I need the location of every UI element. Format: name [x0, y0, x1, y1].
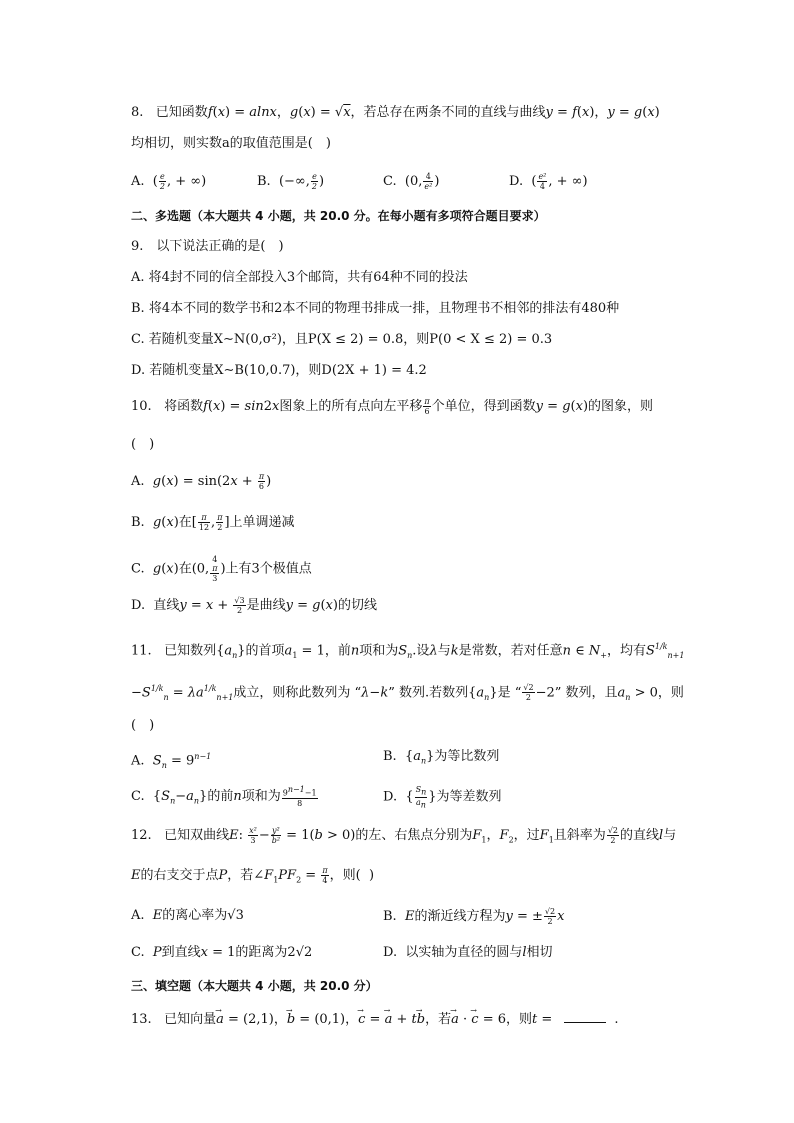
q10-stem-paren: ( ) — [131, 437, 155, 452]
q8-option-c[interactable]: C. (0, $\frac{4}{\text{e²}}$ ) — [383, 172, 440, 191]
q12-option-c[interactable]: C. P到直线x = 1的距离为2√2 — [131, 945, 313, 960]
q8-option-b[interactable]: B. (−∞, $\frac{e}{2}$ ) — [257, 172, 325, 191]
q11-stem-paren: ( ) — [131, 718, 155, 733]
q10-option-d[interactable]: D. 直线y = x + $\frac{√3}{2}$ 是曲线y = g(x)的切线 — [131, 596, 377, 615]
q8-line1: 8. 已知函数f(x) = alnx，g(x) = √x，若总存在两条不同的直线与曲线y = f(x)，y = g(x) — [131, 105, 660, 120]
section-3-title: 三、填空题（本大题共 4 小题，共 20.0 分） — [131, 979, 378, 993]
q8-option-a[interactable]: A. ( $\frac{e}{2}$ , + ∞) — [131, 172, 207, 191]
q9-option-a[interactable]: A. 将4封不同的信全部投入3个邮筒，共有64种不同的投法 — [131, 270, 468, 285]
q8-line2: 均相切，则实数a的取值范围是( ) — [131, 136, 331, 151]
q12-option-b[interactable]: B. E的渐近线方程为y = ± $\frac{√2}{2}$ x — [383, 907, 565, 926]
q12-option-d[interactable]: D. 以实轴为直径的圆与l相切 — [383, 945, 553, 960]
q11-option-b[interactable]: B. $\{a_n\}$为等比数列 — [383, 749, 500, 766]
q9-option-d[interactable]: D. 若随机变量X∼B(10,0.7)，则D(2X + 1) = 4.2 — [131, 363, 427, 378]
q12-line2: E的右支交于点P，若$\angle F_1PF_2$ = $\frac{\pi}{4}$ ，则( ) — [131, 866, 375, 885]
q11-option-c[interactable]: C. $\{S_n-a_n\}$的前n项和为 $\frac{9^{n-1}-1}{8}$ — [131, 785, 317, 808]
q10-option-c[interactable]: C. g(x)在(0, 4 π 3 )上有3个极值点 — [131, 555, 312, 583]
q13-answer-blank[interactable] — [564, 1010, 606, 1023]
q13-line: 13. 已知向量→ a = (2,1)，→ b = (0,1)，→ c = → a + t→ b，若→ a · → c = 6，则t = . — [131, 1010, 619, 1029]
q9-option-b[interactable]: B. 将4本不同的数学书和2本不同的物理书排成一排，且物理书不相邻的排法有480种 — [131, 301, 620, 316]
q9-stem: 9. 以下说法正确的是( ) — [131, 239, 284, 254]
q11-option-d[interactable]: D. { $\frac{S_n}{a_n}$ }为等差数列 — [383, 785, 502, 810]
q8-option-d[interactable]: D. ( $\frac{\text{e²}}{4}$ , + ∞) — [509, 172, 588, 191]
q9-option-c[interactable]: C. 若随机变量X∼N(0,σ²)，且P(X ≤ 2) = 0.8，则P(0 < X ≤ 2) = 0.3 — [131, 332, 553, 347]
section-2-title: 二、多选题（本大题共 4 小题，共 20.0 分。在每小题有多项符合题目要求） — [131, 209, 546, 223]
q10-option-a[interactable]: A. g(x) = sin(2x + $\frac{\pi}{6}$ ) — [131, 472, 272, 491]
q10-option-b[interactable]: B. g(x)在[ $\frac{\pi}{12}$ , $\frac{\pi}{2}$ ]上单调递减 — [131, 513, 295, 532]
q10-stem: 10. 将函数f(x) = sin2x图象上的所有点向左平移 $\frac{\pi}{6}$ 个单位，得到函数y = g(x)的图象，则 — [131, 397, 654, 416]
q12-option-a[interactable]: A. E的离心率为√3 — [131, 908, 244, 923]
q11-line2: $-S^{1/k}_n = \lambda a^{1/k}_{n+1}$成立，则称此数列为 “λ−k” 数列.若数列$\{a_n\}$是 “ $\frac{√2}{2}$ −2” 数列，且$a_n > 0$，则 — [131, 683, 684, 703]
q11-option-a[interactable]: A. $S_n = 9^{n-1}$ — [131, 752, 212, 770]
q11-line1: 11. 已知数列$\{a_n\}$的首项$a_1 = 1$，前n项和为$S_n$.设λ与k是常数，若对任意n ∈ $N_+$，均有$S^{1/k}_{n+1}$ — [131, 642, 685, 660]
q12-line1: 12. 已知双曲线E: $\frac{\text{x²}}{3}$ − $\frac{\text{y²}}{\text{b²}}$ = 1(b > 0)的左、右焦点分别为$F_1$，$F_2$，过$F_1$且斜率为 $\frac{√2}{2}$ 的直线l与 — [131, 826, 677, 845]
